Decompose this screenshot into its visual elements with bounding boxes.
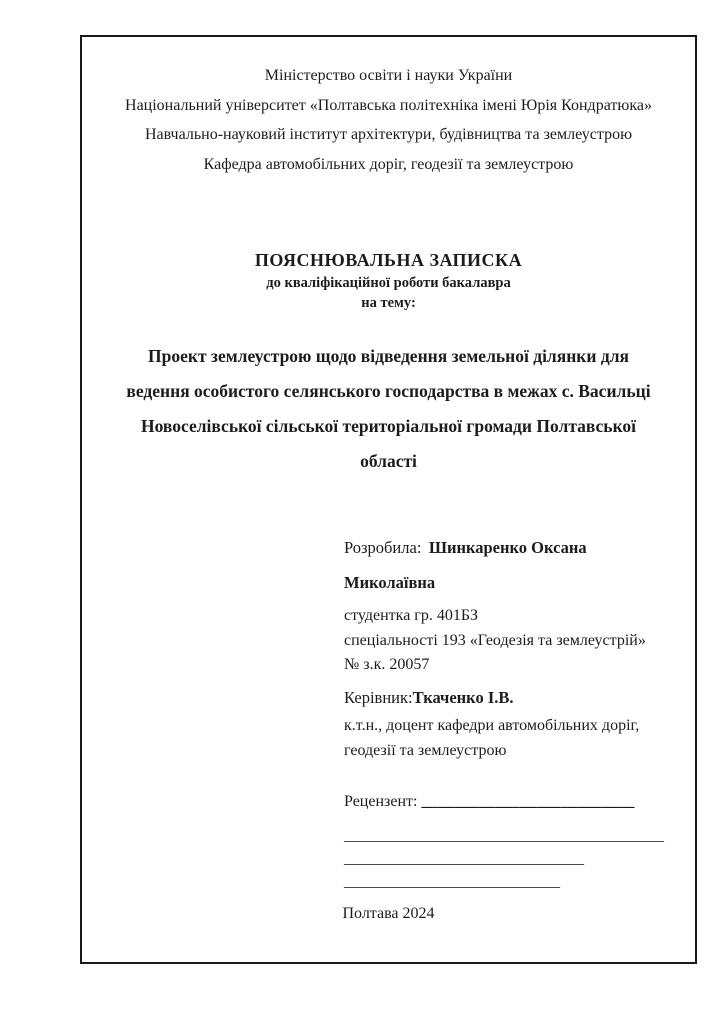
supervisor-label: Керівник: [344, 688, 413, 707]
footer-city-year: Полтава 2024 [342, 905, 435, 922]
header-line-institute: Навчально-науковий інститут архітектури, будівництва та землеустрою [144, 126, 633, 143]
institution-header [82, 61, 695, 179]
supervisor-name: Ткаченко І.В. [412, 688, 514, 707]
author-block [344, 530, 689, 678]
author-name: Шинкаренко Оксана Миколаївна [344, 538, 587, 592]
blank-line: ______________________________ [344, 850, 584, 867]
document-subtitle: до кваліфікаційної роботи бакалавра [266, 275, 511, 291]
supervisor-details: к.т.н., доцент кафедри автомобільних доріг, геодезії та землеустрою [344, 717, 640, 759]
topic-line: ведення особистого селянського господарства в межах с. Васильці [126, 381, 651, 401]
supervisor-name-line [344, 685, 684, 711]
author-speciality: спеціальності 193 «Геодезія та землеустрій» [344, 631, 646, 649]
header-line-department: Кафедра автомобільних доріг, геодезії та землеустрою [203, 155, 574, 173]
topic-label: на тему: [361, 295, 416, 311]
page-border-frame [80, 35, 697, 964]
author-details [344, 604, 689, 678]
topic-line: області [360, 451, 417, 471]
author-record-number: № з.к. 20057 [344, 656, 430, 673]
author-label: Розробила: [344, 538, 422, 557]
reviewer-label: Рецензент: [344, 793, 418, 810]
reviewer-line [344, 789, 704, 815]
document-title: ПОЯСНЮВАЛЬНА ЗАПИСКА [254, 250, 523, 270]
header-line-university: Національний університет «Полтавська політехніка імені Юрія Кондратюка» [125, 96, 652, 114]
header-line-ministry: Міністерство освіти і науки України [264, 67, 513, 84]
blank-line: ________________________________________ [344, 827, 664, 844]
thesis-topic [82, 339, 695, 479]
topic-line: Проект землеустрою щодо відведення земельної ділянки для [148, 346, 629, 366]
topic-line: Новоселівської сільської територіальної громади Полтавської [140, 416, 637, 436]
author-name-line [344, 530, 656, 600]
reviewer-blank-lines [344, 824, 704, 893]
supervisor-block [344, 685, 684, 763]
author-group: студентка гр. 401БЗ [344, 607, 479, 624]
document-type-block [82, 247, 695, 313]
reviewer-block [344, 789, 704, 893]
blank-line: ___________________________ [344, 873, 560, 890]
reviewer-signature-blank: __________________________ [421, 793, 635, 810]
